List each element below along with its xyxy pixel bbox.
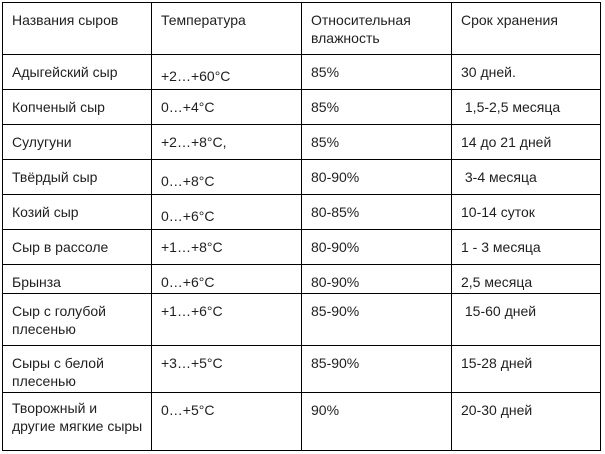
humidity-cell: 85-90%: [302, 346, 452, 393]
shelf-life-cell: 20-30 дней: [452, 393, 601, 451]
table-row: [3, 346, 601, 393]
cheese-name-cell: Творожный и другие мягкие сыры: [3, 393, 152, 451]
temperature-cell: +2…+60°C: [152, 55, 302, 90]
header-shelf-life: Срок хранения: [452, 3, 601, 55]
header-humidity: Относительная влажность: [302, 3, 452, 55]
cheese-name-cell: Твёрдый сыр: [3, 160, 152, 195]
humidity-cell: 85%: [302, 125, 452, 160]
table-row: [3, 294, 601, 346]
table-row: [3, 160, 601, 195]
humidity-cell: 80-90%: [302, 160, 452, 195]
temperature-cell: +1…+8°C: [152, 230, 302, 265]
temperature-cell: +1…+6°C: [152, 294, 302, 346]
humidity-cell: 85%: [302, 90, 452, 125]
table-header-row: [3, 3, 601, 55]
cheese-name-cell: Сулугуни: [3, 125, 152, 160]
cheese-storage-table: [2, 2, 601, 451]
header-cheese-name: Названия сыров: [3, 3, 152, 55]
cheese-name-cell: Сыры с белой плесенью: [3, 346, 152, 393]
cheese-name-cell: Козий сыр: [3, 195, 152, 230]
shelf-life-cell: 1,5-2,5 месяца: [452, 90, 601, 125]
cheese-name-cell: Копченый сыр: [3, 90, 152, 125]
humidity-cell: 85-90%: [302, 294, 452, 346]
shelf-life-cell: 30 дней.: [452, 55, 601, 90]
shelf-life-cell: 14 до 21 дней: [452, 125, 601, 160]
cheese-name-cell: Адыгейский сыр: [3, 55, 152, 90]
humidity-cell: 80-90%: [302, 230, 452, 265]
table-row: [3, 230, 601, 265]
shelf-life-cell: 15-28 дней: [452, 346, 601, 393]
humidity-cell: 80-85%: [302, 195, 452, 230]
cheese-name-cell: Брынза: [3, 265, 152, 294]
shelf-life-cell: 15-60 дней: [452, 294, 601, 346]
temperature-cell: 0…+5°C: [152, 393, 302, 451]
temperature-cell: 0…+8°C: [152, 160, 302, 195]
shelf-life-cell: 10-14 суток: [452, 195, 601, 230]
humidity-cell: 90%: [302, 393, 452, 451]
cheese-name-cell: Сыр в рассоле: [3, 230, 152, 265]
header-temperature: Температура: [152, 3, 302, 55]
shelf-life-cell: 1 - 3 месяца: [452, 230, 601, 265]
temperature-cell: 0…+6°C: [152, 265, 302, 294]
table-row: [3, 125, 601, 160]
table-row: [3, 265, 601, 294]
table-row: [3, 90, 601, 125]
table-row: [3, 393, 601, 451]
table-row: [3, 55, 601, 90]
humidity-cell: 80-90%: [302, 265, 452, 294]
temperature-cell: +2…+8°C,: [152, 125, 302, 160]
table-row: [3, 195, 601, 230]
temperature-cell: 0…+6°C: [152, 195, 302, 230]
shelf-life-cell: 2,5 месяца: [452, 265, 601, 294]
humidity-cell: 85%: [302, 55, 452, 90]
shelf-life-cell: 3-4 месяца: [452, 160, 601, 195]
cheese-name-cell: Сыр с голубой плесенью: [3, 294, 152, 346]
temperature-cell: +3…+5°C: [152, 346, 302, 393]
temperature-cell: 0…+4°C: [152, 90, 302, 125]
